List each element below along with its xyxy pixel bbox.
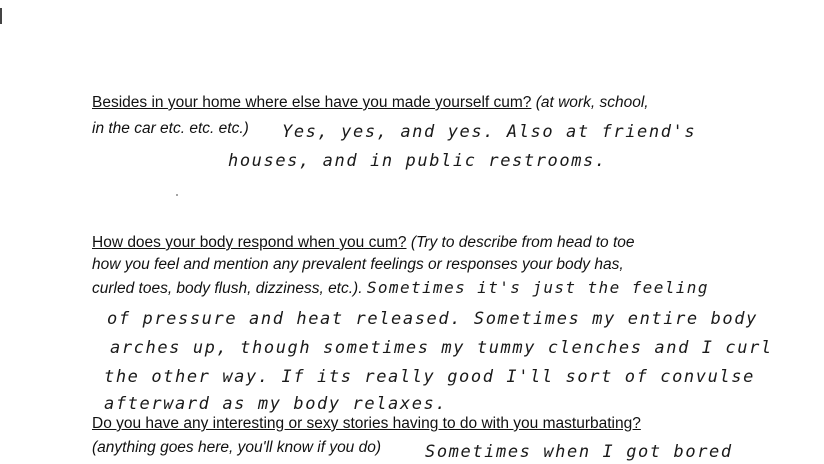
- q2-line-2: [92, 255, 624, 275]
- q2-prompt-2: how you feel and mention any prevalent feelings or responses your body has,: [92, 256, 624, 273]
- q2-answer-1: Sometimes it's just the feeling: [366, 278, 709, 297]
- q1-prompt-2: in the car etc. etc. etc.): [92, 120, 249, 137]
- q2-prompt-1: (Try to describe from head to toe: [410, 234, 635, 251]
- q3-question: Do you have any interesting or sexy stories having to do with you masturbating?: [92, 415, 641, 432]
- q1-line-2: [92, 119, 249, 139]
- q2-line-1: [92, 233, 635, 253]
- q3-prompt-1: (anything goes here, you'll know if you do): [92, 439, 382, 456]
- q2-answer-4: the other way. If its really good I'll sort of convulse: [104, 367, 755, 387]
- q1-line-1: [92, 93, 649, 113]
- q2-answer-3: arches up, though sometimes my tummy clenches and I curl: [110, 338, 773, 358]
- q2-answer-2: of pressure and heat released. Sometimes my entire body: [107, 309, 758, 329]
- q2-answer-5: afterward as my body relaxes.: [104, 394, 448, 414]
- q1-answer-1: Yes, yes, and yes. Also at friend's: [282, 122, 697, 142]
- q2-line-3: [92, 278, 709, 299]
- q3-line-2: [92, 438, 381, 458]
- scan-speck: [176, 194, 178, 196]
- q3-answer-1: Sometimes when I got bored: [425, 442, 733, 462]
- q2-prompt-3: curled toes, body flush, dizziness, etc.).: [92, 280, 363, 297]
- q1-answer-2: houses, and in public restrooms.: [228, 151, 607, 171]
- q1-prompt-1: (at work, school,: [535, 94, 649, 111]
- page-edge-mark: [0, 8, 2, 24]
- q3-line-1: [92, 414, 641, 434]
- q1-question: Besides in your home where else have you made yourself cum?: [92, 94, 532, 111]
- q2-question: How does your body respond when you cum?: [92, 234, 407, 251]
